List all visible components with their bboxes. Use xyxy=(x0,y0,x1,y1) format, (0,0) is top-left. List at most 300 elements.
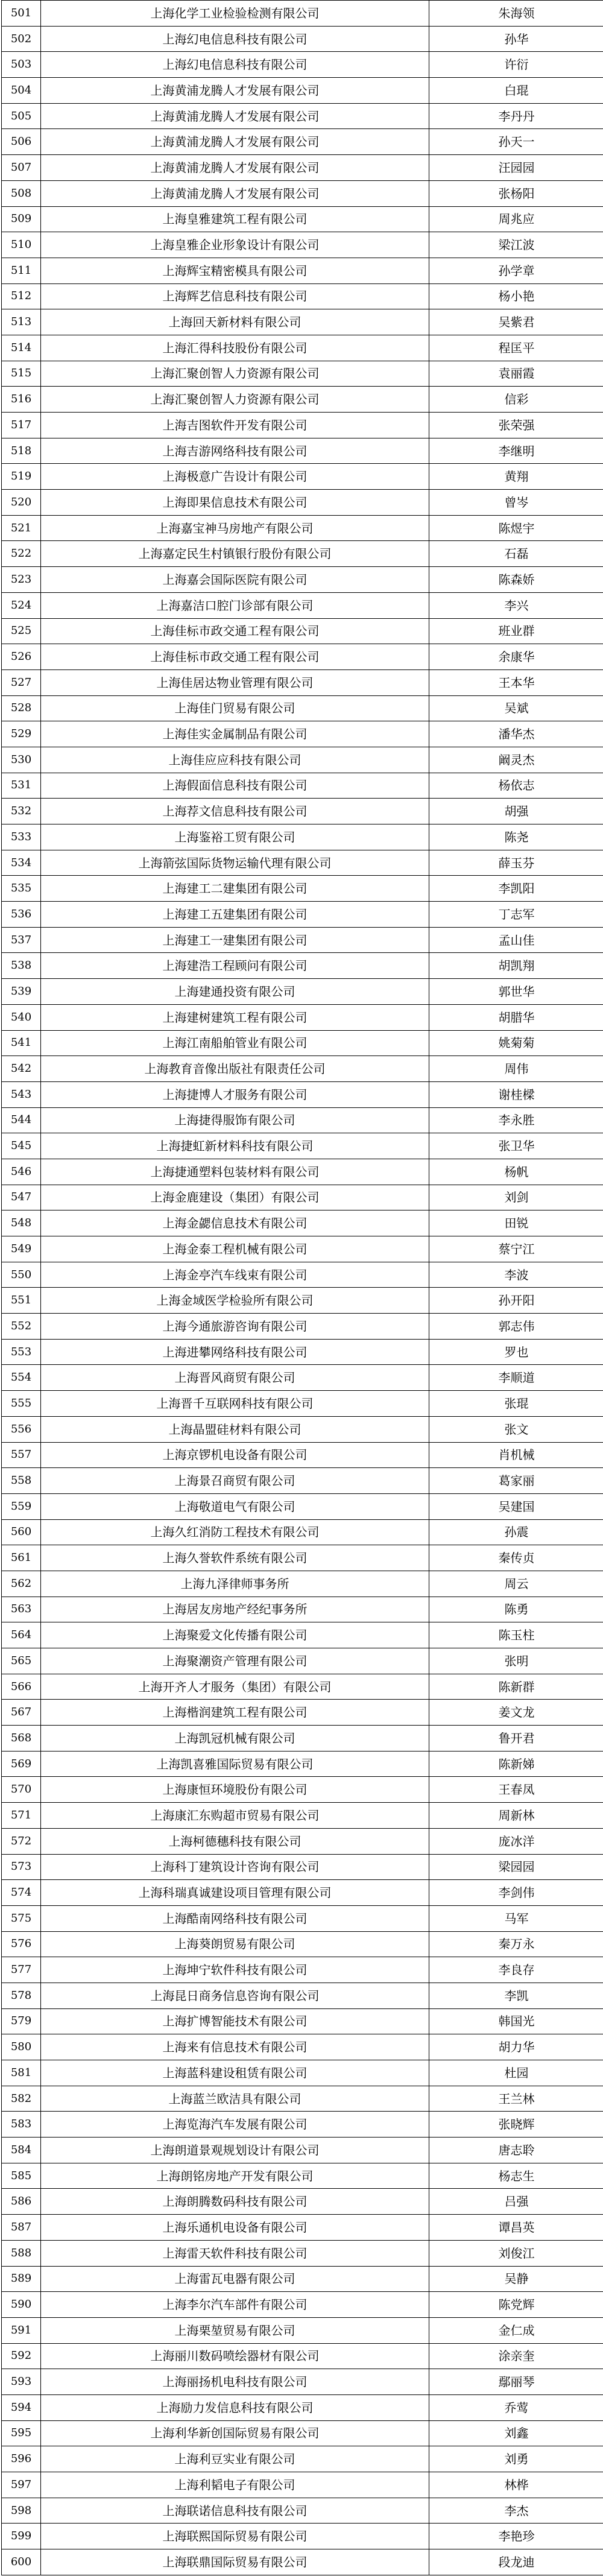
company-name: 上海即果信息技术有限公司 xyxy=(41,490,429,516)
table-row xyxy=(2,335,603,361)
company-name: 上海金鹿建设（集团）有限公司 xyxy=(41,1185,429,1210)
table-row xyxy=(2,2112,603,2138)
person-name: 陈新群 xyxy=(429,1674,603,1700)
company-name: 上海金泰工程机械有限公司 xyxy=(41,1236,429,1262)
row-number: 508 xyxy=(2,180,41,206)
table-row xyxy=(2,1314,603,1340)
person-name: 陈新娣 xyxy=(429,1751,603,1777)
row-number: 551 xyxy=(2,1288,41,1314)
row-number: 578 xyxy=(2,1983,41,2008)
table-row xyxy=(2,78,603,104)
table-row xyxy=(2,103,603,129)
person-name: 杨志生 xyxy=(429,2163,603,2189)
person-name: 杜园 xyxy=(429,2060,603,2086)
person-name: 李波 xyxy=(429,1262,603,1288)
person-name: 许衍 xyxy=(429,52,603,78)
person-name: 胡腊华 xyxy=(429,1004,603,1030)
table-row xyxy=(2,387,603,413)
company-name: 上海进攀网络科技有限公司 xyxy=(41,1339,429,1365)
company-name: 上海皇雅建筑工程有限公司 xyxy=(41,206,429,232)
company-name: 上海开齐人才服务（集团）有限公司 xyxy=(41,1674,429,1700)
person-name: 孙学章 xyxy=(429,258,603,283)
table-row xyxy=(2,1236,603,1262)
company-name: 上海凯喜雅国际贸易有限公司 xyxy=(41,1751,429,1777)
row-number: 519 xyxy=(2,464,41,490)
row-number: 550 xyxy=(2,1262,41,1288)
company-name: 上海佳应应科技有限公司 xyxy=(41,747,429,773)
table-row xyxy=(2,1133,603,1159)
person-name: 吕强 xyxy=(429,2189,603,2215)
table-row xyxy=(2,1056,603,1082)
person-name: 杨小艳 xyxy=(429,283,603,309)
company-name: 上海建工一建集团有限公司 xyxy=(41,927,429,953)
row-number: 567 xyxy=(2,1700,41,1726)
company-name: 上海辉艺信息科技有限公司 xyxy=(41,283,429,309)
company-name: 上海佳标市政交通工程有限公司 xyxy=(41,618,429,644)
person-name: 胡强 xyxy=(429,799,603,824)
company-name: 上海来有信息技术有限公司 xyxy=(41,2034,429,2060)
row-number: 569 xyxy=(2,1751,41,1777)
person-name: 庞冰洋 xyxy=(429,1828,603,1854)
table-row xyxy=(2,2394,603,2420)
table-row xyxy=(2,129,603,155)
person-name: 曾岑 xyxy=(429,490,603,516)
company-name: 上海嘉宝神马房地产有限公司 xyxy=(41,515,429,541)
row-number: 518 xyxy=(2,438,41,464)
table-row xyxy=(2,1391,603,1417)
company-name: 上海佳标市政交通工程有限公司 xyxy=(41,644,429,670)
row-number: 538 xyxy=(2,953,41,979)
row-number: 507 xyxy=(2,155,41,181)
company-name: 上海乐通机电设备有限公司 xyxy=(41,2215,429,2241)
row-number: 501 xyxy=(2,1,41,27)
row-number: 520 xyxy=(2,490,41,516)
company-name: 上海嘉定民生村镇银行股份有限公司 xyxy=(41,541,429,567)
company-name: 上海雷天软件科技有限公司 xyxy=(41,2240,429,2266)
company-name: 上海柯德穗科技有限公司 xyxy=(41,1828,429,1854)
row-number: 510 xyxy=(2,232,41,258)
company-name: 上海丽扬机电科技有限公司 xyxy=(41,2369,429,2395)
person-name: 陈尧 xyxy=(429,824,603,850)
table-row xyxy=(2,695,603,721)
table-row xyxy=(2,1597,603,1622)
row-number: 547 xyxy=(2,1185,41,1210)
company-name: 上海嘉洁口腔门诊部有限公司 xyxy=(41,592,429,618)
table-row xyxy=(2,515,603,541)
table-row xyxy=(2,2189,603,2215)
row-number: 585 xyxy=(2,2163,41,2189)
person-name: 姜文龙 xyxy=(429,1700,603,1726)
table-row xyxy=(2,1648,603,1674)
company-name: 上海黄浦龙腾人才发展有限公司 xyxy=(41,155,429,181)
company-name: 上海金亭汽车线束有限公司 xyxy=(41,1262,429,1288)
table-row xyxy=(2,1803,603,1829)
person-name: 王兰林 xyxy=(429,2086,603,2112)
person-name: 李艳珍 xyxy=(429,2524,603,2549)
table-row xyxy=(2,1365,603,1391)
row-number: 592 xyxy=(2,2343,41,2369)
table-row xyxy=(2,2266,603,2292)
table-row xyxy=(2,258,603,283)
person-name: 李凯阳 xyxy=(429,876,603,902)
person-name: 马军 xyxy=(429,1905,603,1931)
company-name: 上海建通投资有限公司 xyxy=(41,979,429,1005)
table-row xyxy=(2,1468,603,1494)
person-name: 周伟 xyxy=(429,1056,603,1082)
row-number: 512 xyxy=(2,283,41,309)
person-name: 黄翔 xyxy=(429,464,603,490)
row-number: 523 xyxy=(2,567,41,593)
row-number: 516 xyxy=(2,387,41,413)
row-number: 513 xyxy=(2,309,41,335)
row-number: 594 xyxy=(2,2394,41,2420)
person-name: 张卫华 xyxy=(429,1133,603,1159)
table-row xyxy=(2,2549,603,2575)
company-name: 上海极意广告设计有限公司 xyxy=(41,464,429,490)
person-name: 余康华 xyxy=(429,644,603,670)
row-number: 532 xyxy=(2,799,41,824)
row-number: 576 xyxy=(2,1931,41,1957)
person-name: 李永胜 xyxy=(429,1107,603,1133)
row-number: 535 xyxy=(2,876,41,902)
company-name: 上海佳实金属制品有限公司 xyxy=(41,721,429,747)
table-row xyxy=(2,309,603,335)
company-name: 上海九泽律师事务所 xyxy=(41,1571,429,1597)
table-row xyxy=(2,1854,603,1880)
table-row xyxy=(2,1777,603,1803)
table-row xyxy=(2,721,603,747)
person-name: 郭世华 xyxy=(429,979,603,1005)
person-name: 石磊 xyxy=(429,541,603,567)
company-name: 上海聚爱文化传播有限公司 xyxy=(41,1622,429,1648)
company-name: 上海吉游网络科技有限公司 xyxy=(41,438,429,464)
person-name: 谢桂樑 xyxy=(429,1081,603,1107)
person-name: 陈玉柱 xyxy=(429,1622,603,1648)
person-name: 周新林 xyxy=(429,1803,603,1829)
person-name: 孙震 xyxy=(429,1519,603,1545)
company-name: 上海酷南网络科技有限公司 xyxy=(41,1905,429,1931)
company-name: 上海凯冠机械有限公司 xyxy=(41,1726,429,1752)
company-name: 上海久誉软件系统有限公司 xyxy=(41,1545,429,1571)
company-name: 上海金域医学检验所有限公司 xyxy=(41,1288,429,1314)
company-name: 上海联诺信息科技有限公司 xyxy=(41,2498,429,2524)
table-row xyxy=(2,2343,603,2369)
row-number: 559 xyxy=(2,1493,41,1519)
row-number: 526 xyxy=(2,644,41,670)
table-row xyxy=(2,2524,603,2549)
row-number: 515 xyxy=(2,361,41,387)
row-number: 514 xyxy=(2,335,41,361)
table-row xyxy=(2,1185,603,1210)
company-name: 上海览海汽车发展有限公司 xyxy=(41,2112,429,2138)
table-row xyxy=(2,850,603,876)
row-number: 599 xyxy=(2,2524,41,2549)
person-name: 刘剑 xyxy=(429,1185,603,1210)
row-number: 555 xyxy=(2,1391,41,1417)
row-number: 521 xyxy=(2,515,41,541)
row-number: 560 xyxy=(2,1519,41,1545)
company-name: 上海假面信息科技有限公司 xyxy=(41,773,429,799)
row-number: 593 xyxy=(2,2369,41,2395)
row-number: 562 xyxy=(2,1571,41,1597)
table-row xyxy=(2,1726,603,1752)
table-row xyxy=(2,361,603,387)
table-row xyxy=(2,155,603,181)
person-name: 李凯 xyxy=(429,1983,603,2008)
person-name: 李剑伟 xyxy=(429,1880,603,1906)
company-name: 上海嘉会国际医院有限公司 xyxy=(41,567,429,593)
row-number: 539 xyxy=(2,979,41,1005)
row-number: 570 xyxy=(2,1777,41,1803)
company-name: 上海葵朗贸易有限公司 xyxy=(41,1931,429,1957)
company-name: 上海扩博智能技术有限公司 xyxy=(41,2008,429,2034)
person-name: 孙天一 xyxy=(429,129,603,155)
table-row xyxy=(2,747,603,773)
person-name: 李丹丹 xyxy=(429,103,603,129)
person-name: 吴静 xyxy=(429,2266,603,2292)
row-number: 580 xyxy=(2,2034,41,2060)
row-number: 509 xyxy=(2,206,41,232)
person-name: 林桦 xyxy=(429,2472,603,2498)
person-name: 程匡平 xyxy=(429,335,603,361)
row-number: 549 xyxy=(2,1236,41,1262)
company-name: 上海回天新材料有限公司 xyxy=(41,309,429,335)
table-row xyxy=(2,1107,603,1133)
row-number: 533 xyxy=(2,824,41,850)
row-number: 575 xyxy=(2,1905,41,1931)
table-row xyxy=(2,1983,603,2008)
row-number: 579 xyxy=(2,2008,41,2034)
person-name: 涂亲奎 xyxy=(429,2343,603,2369)
company-name: 上海京锣机电设备有限公司 xyxy=(41,1442,429,1468)
table-row xyxy=(2,1571,603,1597)
table-row xyxy=(2,52,603,78)
company-name: 上海今通旅游咨询有限公司 xyxy=(41,1314,429,1340)
table-row xyxy=(2,953,603,979)
company-name: 上海黄浦龙腾人才发展有限公司 xyxy=(41,78,429,104)
person-name: 张琨 xyxy=(429,1391,603,1417)
row-number: 591 xyxy=(2,2317,41,2343)
person-name: 唐志聆 xyxy=(429,2138,603,2163)
company-name: 上海利华新创国际贸易有限公司 xyxy=(41,2420,429,2446)
company-name: 上海吉图软件开发有限公司 xyxy=(41,413,429,438)
table-row xyxy=(2,799,603,824)
row-number: 595 xyxy=(2,2420,41,2446)
row-number: 588 xyxy=(2,2240,41,2266)
company-name: 上海化学工业检验检测有限公司 xyxy=(41,1,429,27)
table-row xyxy=(2,1828,603,1854)
row-number: 528 xyxy=(2,695,41,721)
table-row xyxy=(2,26,603,52)
table-row xyxy=(2,1674,603,1700)
company-name: 上海鉴裕工贸有限公司 xyxy=(41,824,429,850)
company-name: 上海建工五建集团有限公司 xyxy=(41,902,429,928)
row-number: 561 xyxy=(2,1545,41,1571)
person-name: 秦万永 xyxy=(429,1931,603,1957)
company-name: 上海佳门贸易有限公司 xyxy=(41,695,429,721)
row-number: 524 xyxy=(2,592,41,618)
table-row xyxy=(2,2472,603,2498)
row-number: 511 xyxy=(2,258,41,283)
table-row xyxy=(2,1700,603,1726)
company-name: 上海励力发信息科技有限公司 xyxy=(41,2394,429,2420)
row-number: 589 xyxy=(2,2266,41,2292)
row-number: 574 xyxy=(2,1880,41,1906)
person-name: 潘华杰 xyxy=(429,721,603,747)
person-name: 张明 xyxy=(429,1648,603,1674)
table-row xyxy=(2,1931,603,1957)
table-row xyxy=(2,1751,603,1777)
person-name: 刘鑫 xyxy=(429,2420,603,2446)
person-name: 胡力华 xyxy=(429,2034,603,2060)
company-name: 上海联鼎国际贸易有限公司 xyxy=(41,2549,429,2575)
row-number: 558 xyxy=(2,1468,41,1494)
person-name: 丁志军 xyxy=(429,902,603,928)
person-name: 李良存 xyxy=(429,1957,603,1983)
company-name: 上海幻电信息科技有限公司 xyxy=(41,52,429,78)
table-row xyxy=(2,2292,603,2318)
person-name: 郭志伟 xyxy=(429,1314,603,1340)
row-number: 527 xyxy=(2,669,41,695)
row-number: 584 xyxy=(2,2138,41,2163)
person-name: 吴建国 xyxy=(429,1493,603,1519)
person-name: 张晓辉 xyxy=(429,2112,603,2138)
row-number: 553 xyxy=(2,1339,41,1365)
table-row xyxy=(2,1905,603,1931)
person-name: 李顺道 xyxy=(429,1365,603,1391)
row-number: 583 xyxy=(2,2112,41,2138)
row-number: 502 xyxy=(2,26,41,52)
company-name: 上海朗铭房地产开发有限公司 xyxy=(41,2163,429,2189)
company-name: 上海幻电信息科技有限公司 xyxy=(41,26,429,52)
person-name: 姚菊菊 xyxy=(429,1030,603,1056)
table-row xyxy=(2,1339,603,1365)
row-number: 522 xyxy=(2,541,41,567)
person-name: 杨依志 xyxy=(429,773,603,799)
company-name: 上海雷瓦电器有限公司 xyxy=(41,2266,429,2292)
company-name: 上海黄浦龙腾人才发展有限公司 xyxy=(41,103,429,129)
row-number: 541 xyxy=(2,1030,41,1056)
table-row xyxy=(2,927,603,953)
company-name: 上海利豆实业有限公司 xyxy=(41,2446,429,2472)
row-number: 542 xyxy=(2,1056,41,1082)
row-number: 582 xyxy=(2,2086,41,2112)
table-row xyxy=(2,1262,603,1288)
company-name: 上海朗道景观规划设计有限公司 xyxy=(41,2138,429,2163)
company-name: 上海朗腾数码科技有限公司 xyxy=(41,2189,429,2215)
person-name: 陈党辉 xyxy=(429,2292,603,2318)
row-number: 554 xyxy=(2,1365,41,1391)
person-name: 李继明 xyxy=(429,438,603,464)
company-name: 上海捷虹新材料科技有限公司 xyxy=(41,1133,429,1159)
company-name: 上海康恒环境股份有限公司 xyxy=(41,1777,429,1803)
person-name: 张荣强 xyxy=(429,413,603,438)
person-name: 孙开阳 xyxy=(429,1288,603,1314)
person-name: 罗也 xyxy=(429,1339,603,1365)
company-name: 上海汇得科技股份有限公司 xyxy=(41,335,429,361)
company-name: 上海晋千互联网科技有限公司 xyxy=(41,1391,429,1417)
company-name: 上海建树建筑工程有限公司 xyxy=(41,1004,429,1030)
table-row xyxy=(2,2138,603,2163)
company-name: 上海荐文信息科技有限公司 xyxy=(41,799,429,824)
person-name: 陈煜宇 xyxy=(429,515,603,541)
row-number: 577 xyxy=(2,1957,41,1983)
person-name: 陈森娇 xyxy=(429,567,603,593)
row-number: 517 xyxy=(2,413,41,438)
company-name: 上海丽川数码喷绘器材有限公司 xyxy=(41,2343,429,2369)
person-name: 鄢丽琴 xyxy=(429,2369,603,2395)
table-row xyxy=(2,644,603,670)
table-row xyxy=(2,2034,603,2060)
row-number: 544 xyxy=(2,1107,41,1133)
person-name: 白琨 xyxy=(429,78,603,104)
row-number: 586 xyxy=(2,2189,41,2215)
company-name: 上海辉宝精密模具有限公司 xyxy=(41,258,429,283)
person-name: 班业群 xyxy=(429,618,603,644)
table-row xyxy=(2,180,603,206)
person-name: 王春凤 xyxy=(429,1777,603,1803)
company-name: 上海金勰信息技术有限公司 xyxy=(41,1210,429,1236)
table-row xyxy=(2,2446,603,2472)
table-row xyxy=(2,2008,603,2034)
person-name: 金仁成 xyxy=(429,2317,603,2343)
company-name: 上海景召商贸有限公司 xyxy=(41,1468,429,1494)
person-name: 梁园园 xyxy=(429,1854,603,1880)
row-number: 565 xyxy=(2,1648,41,1674)
company-name: 上海建工二建集团有限公司 xyxy=(41,876,429,902)
person-name: 孙华 xyxy=(429,26,603,52)
table-row xyxy=(2,2163,603,2189)
table-row xyxy=(2,464,603,490)
company-name: 上海楷润建筑工程有限公司 xyxy=(41,1700,429,1726)
company-name: 上海箭弦国际货物运输代理有限公司 xyxy=(41,850,429,876)
company-name: 上海利韬电子有限公司 xyxy=(41,2472,429,2498)
person-name: 信彩 xyxy=(429,387,603,413)
company-name: 上海聚潮资产管理有限公司 xyxy=(41,1648,429,1674)
table-row xyxy=(2,2317,603,2343)
company-name: 上海江南船舶管业有限公司 xyxy=(41,1030,429,1056)
table-row xyxy=(2,1493,603,1519)
table-row xyxy=(2,2060,603,2086)
roster-body xyxy=(2,1,603,2575)
table-row xyxy=(2,2240,603,2266)
table-row xyxy=(2,490,603,516)
table-row xyxy=(2,541,603,567)
table-row xyxy=(2,592,603,618)
person-name: 吴斌 xyxy=(429,695,603,721)
row-number: 529 xyxy=(2,721,41,747)
company-name: 上海久红消防工程技术有限公司 xyxy=(41,1519,429,1545)
person-name: 田锐 xyxy=(429,1210,603,1236)
row-number: 546 xyxy=(2,1159,41,1185)
company-name: 上海栗堃贸易有限公司 xyxy=(41,2317,429,2343)
table-row xyxy=(2,2420,603,2446)
table-row xyxy=(2,438,603,464)
company-name: 上海黄浦龙腾人才发展有限公司 xyxy=(41,180,429,206)
row-number: 548 xyxy=(2,1210,41,1236)
table-row xyxy=(2,413,603,438)
person-name: 张杨阳 xyxy=(429,180,603,206)
row-number: 563 xyxy=(2,1597,41,1622)
table-row xyxy=(2,1159,603,1185)
company-name: 上海汇聚创智人力资源有限公司 xyxy=(41,387,429,413)
row-number: 598 xyxy=(2,2498,41,2524)
company-name: 上海蓝兰欧洁具有限公司 xyxy=(41,2086,429,2112)
row-number: 505 xyxy=(2,103,41,129)
row-number: 571 xyxy=(2,1803,41,1829)
person-name: 朱海领 xyxy=(429,1,603,27)
company-name: 上海李尔汽车部件有限公司 xyxy=(41,2292,429,2318)
